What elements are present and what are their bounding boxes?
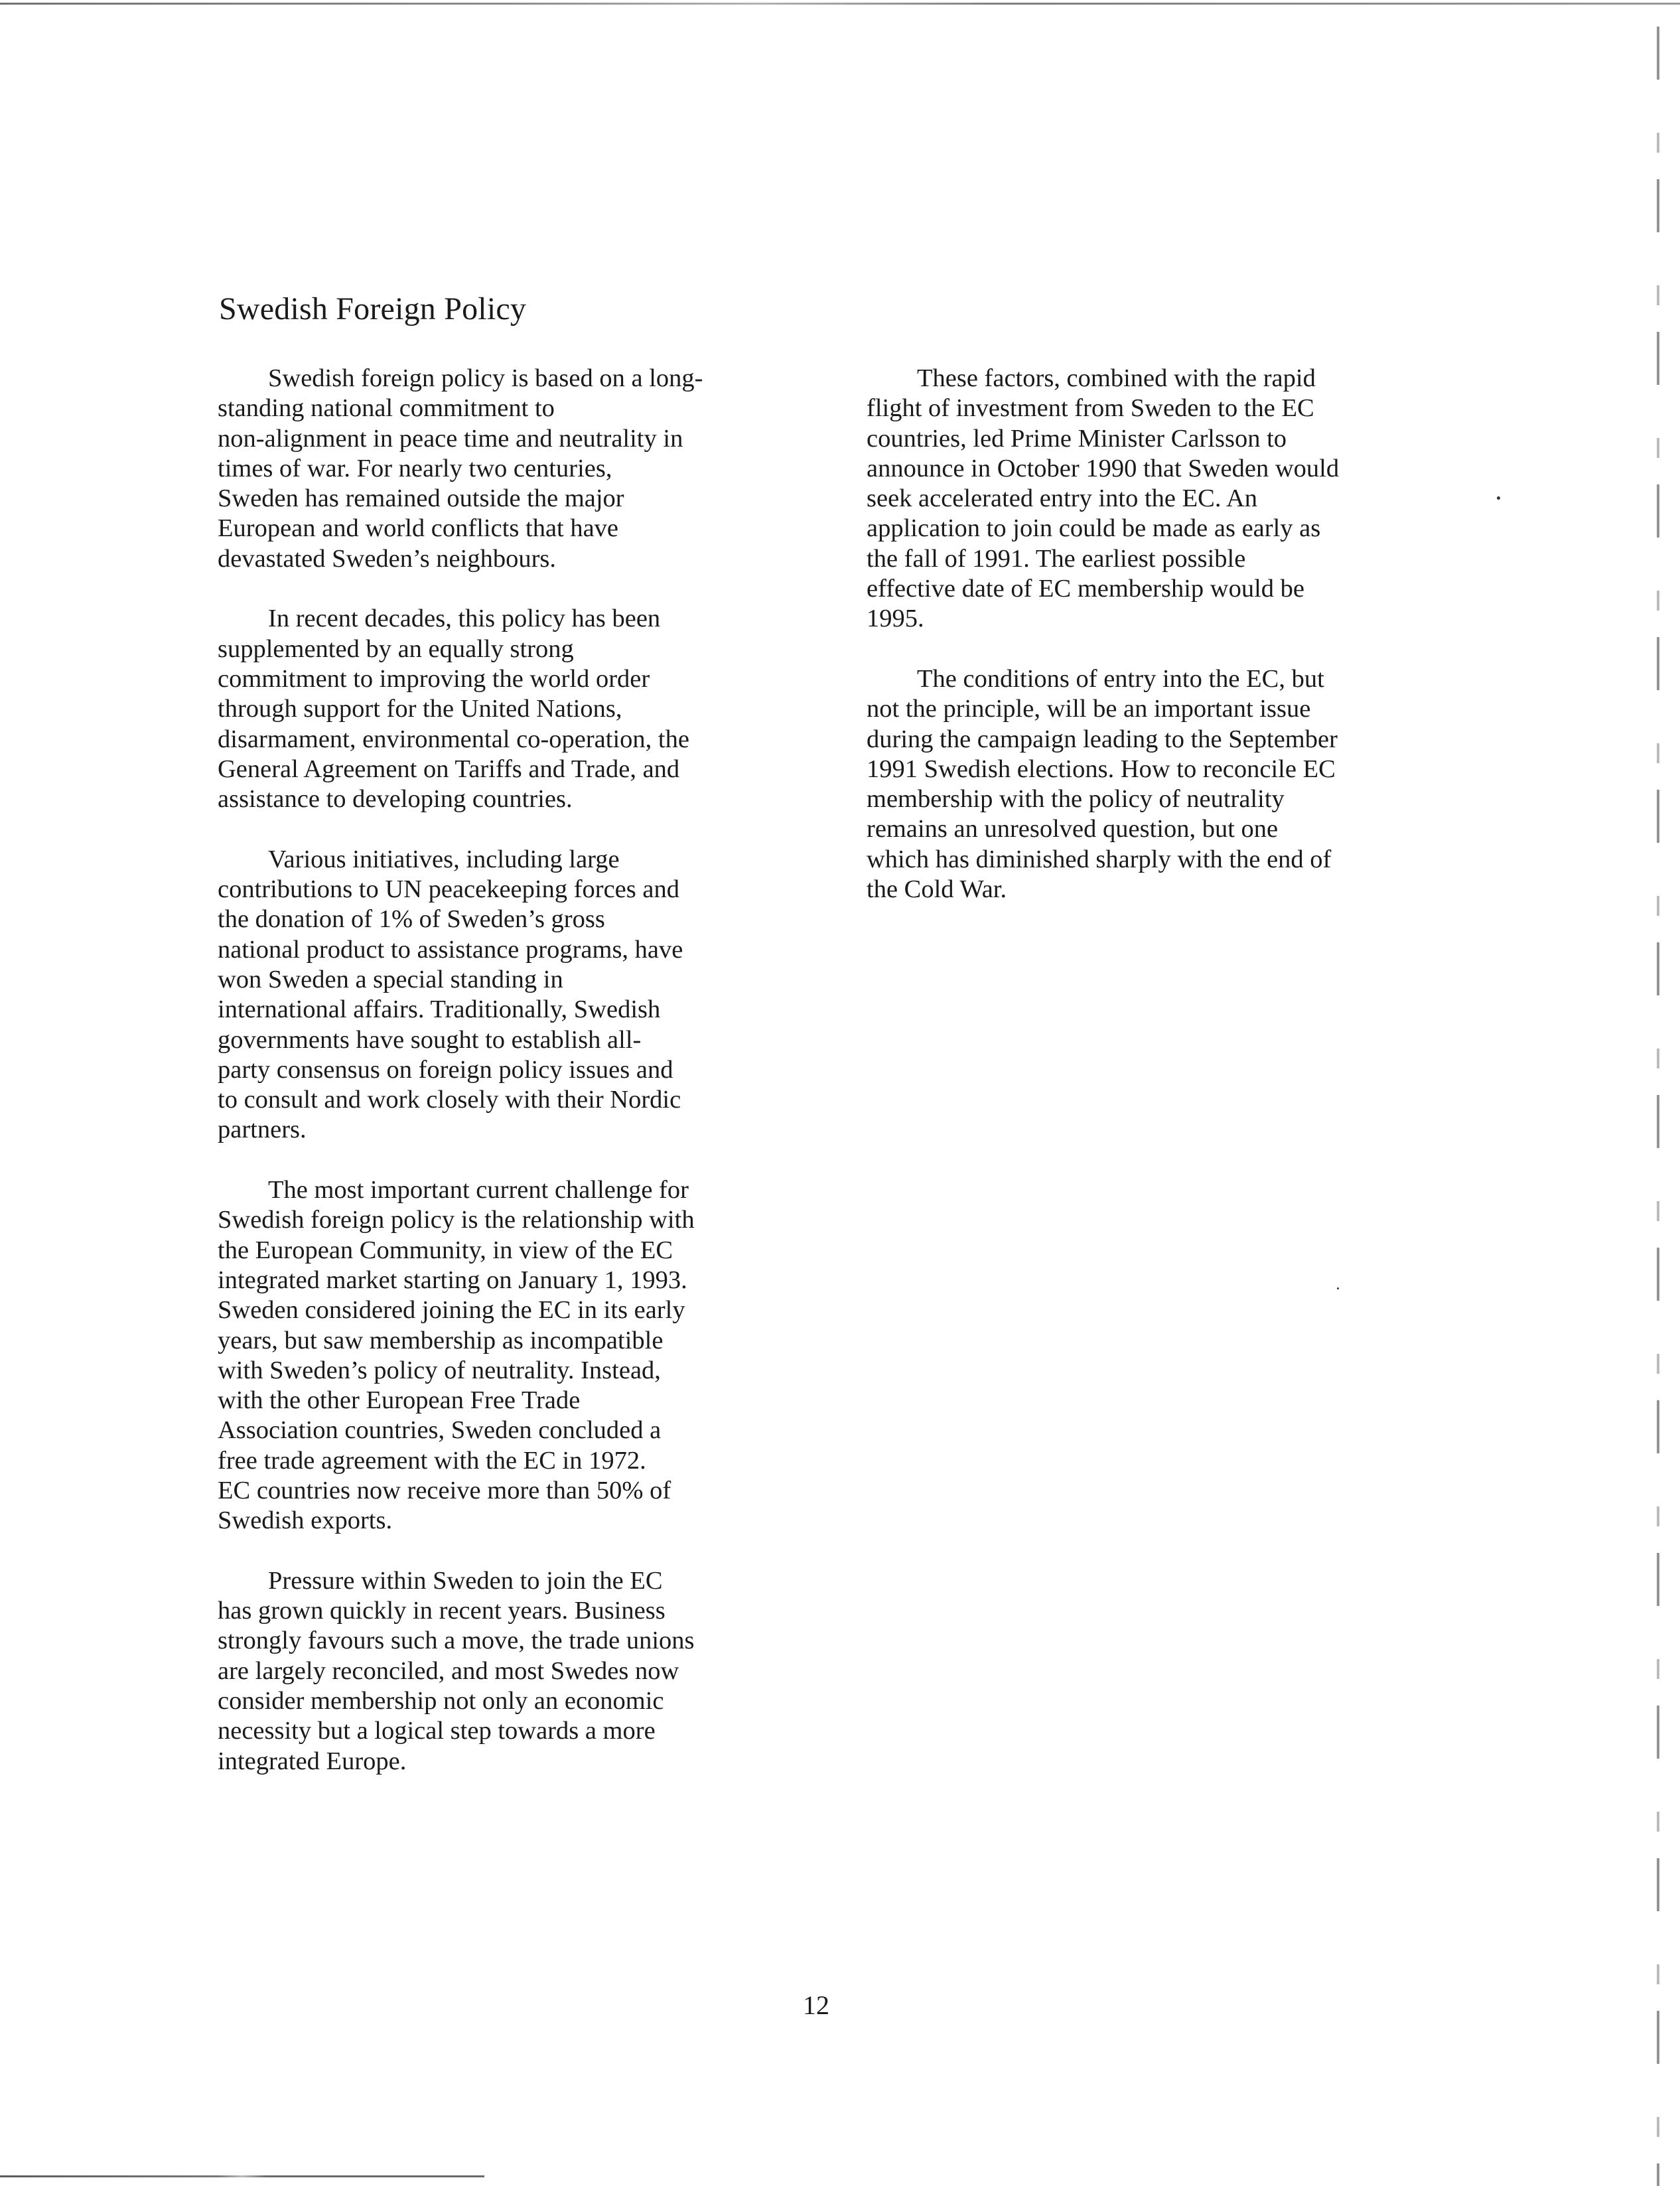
scan-border-top	[0, 3, 1680, 5]
scan-border-right	[1657, 0, 1659, 2186]
paragraph: The conditions of entry into the EC, but not the principle, will be an important issue during the campaign leading to the September 1991 Swedish elections. How to reconcile EC membership with the policy of neutrality remains an unresolved question, but one which has diminished sharply with the end of the Cold War.	[867, 664, 1338, 904]
left-column	[218, 364, 802, 1806]
scan-speck	[1497, 496, 1500, 500]
paragraph: The most important current challenge for Swedish foreign policy is the relationship with the European Community, in view of the EC integrated market starting on January 1, 1993. Sweden considered joining the EC in its early years, but saw membership as incompatible with Sweden’s policy of neutrality. Instead, with the other European Free Trade Association countries, Sweden concluded a free trade agreement with the EC in 1972. EC countries now receive more than 50% of Swedish exports.	[218, 1176, 695, 1535]
paragraph: These factors, combined with the rapid flight of investment from Sweden to the EC countries, led Prime Minister Carlsson to announce in October 1990 that Sweden would seek accelerated entry into the EC. An application to join could be made as early as the fall of 1991. The earliest possible effective date of EC membership would be 1995.	[867, 364, 1340, 633]
paragraph: In recent decades, this policy has been supplemented by an equally strong commitment to improving the world order through support for the United Nations, disarmament, environmental co-operation, the General Agreement on Tariffs and Trade, and assistance to developing countries.	[218, 605, 689, 814]
paragraph: Various initiatives, including large contributions to UN peacekeeping forces and the donation of 1% of Sweden’s gross national product to assistance programs, have won Sweden a special standing in international affairs. Traditionally, Swedish governments have sought to establish all- party consensus on foreign policy issues and to consult and work closely with their Nordic partners.	[218, 845, 683, 1144]
paragraph: Swedish foreign policy is based on a long- standing national commitment to non-alignment in peace time and neutrality in times of war. For nearly two centuries, Sweden has remained outside the major European and world conflicts that have devastated Sweden’s neighbours.	[218, 364, 703, 573]
page-number: 12	[803, 1990, 829, 2020]
scan-border-bottom	[0, 2175, 484, 2177]
paragraph: Pressure within Sweden to join the EC has grown quickly in recent years. Business strongly favours such a move, the trade unions are largely reconciled, and most Swedes now consider membership not only an economic necessity but a logical step towards a more integrated Europe.	[218, 1566, 695, 1775]
page-title: Swedish Foreign Policy	[219, 291, 527, 327]
right-column	[867, 364, 1457, 935]
scan-speck	[1337, 1287, 1339, 1289]
